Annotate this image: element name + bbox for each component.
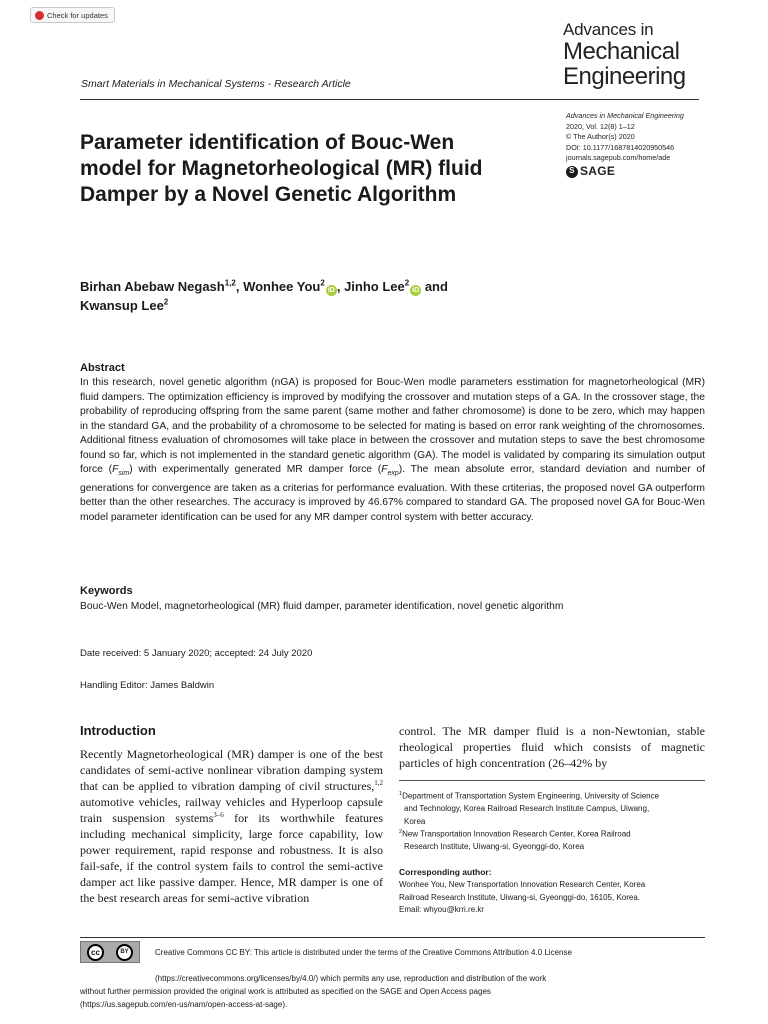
author-affiliation: 2 [320, 278, 325, 288]
intro-part: for its worthwhile features including mechanical simplicity, large force capability, low power requirement, rapid response and robustness. It is also fail-safe, if the control system fails to control the semi-active damper act like passive damper. Hence, MR damper is one of the best research areas for semi-active vibration [80, 811, 383, 905]
author-affiliation: 1,2 [224, 278, 236, 288]
introduction-column2: control. The MR damper fluid is a non-Newtonian, stable rheological properties fluid which consists of magnetic particles of high concentration (26–42% by [399, 724, 705, 770]
date-received: Date received: 5 January 2020; accepted: 24 July 2020 [80, 648, 313, 659]
check-for-updates-label: Check for updates [47, 10, 108, 20]
footnote-marker: 1 [399, 791, 403, 797]
sage-label: SAGE [580, 164, 616, 179]
orcid-icon[interactable]: iD [412, 287, 420, 294]
citation[interactable]: 3–6 [213, 811, 224, 819]
intro-part: automotive vehicles, railway vehicles and Hyperloop capsule train suspension systems [80, 795, 383, 825]
meta-copyright: © The Author(s) 2020 [566, 132, 635, 141]
license-text-top [155, 946, 715, 959]
author-conjunction: and [424, 279, 448, 294]
citation[interactable]: 1,2 [374, 779, 383, 787]
abstract-heading: Abstract [80, 362, 125, 374]
article-meta [566, 111, 716, 178]
f-sim-symbol: F [112, 464, 119, 475]
keywords-text: Bouc-Wen Model, magnetorheological (MR) fluid damper, parameter identification, novel genetic algorithm [80, 601, 564, 612]
check-for-updates-badge[interactable] [30, 7, 115, 23]
license-line: (https://us.sagepub.com/en-us/nam/open-access-at-sage). [80, 1000, 288, 1009]
by-icon: BY [116, 944, 133, 961]
article-section-label: Smart Materials in Mechanical Systems - Research Article [81, 78, 351, 90]
cc-icon: cc [87, 944, 104, 961]
introduction-heading: Introduction [80, 723, 156, 738]
keywords-heading: Keywords [80, 585, 133, 597]
license-rule [80, 937, 705, 938]
author-name: Birhan Abebaw Negash [80, 279, 225, 294]
footnote-line: Korea [404, 816, 426, 826]
header-rule [80, 99, 699, 100]
handling-editor: Handling Editor: James Baldwin [80, 680, 215, 691]
license-line: without further permission provided the original work is attributed as specified on the SAGE and Open Access pages [80, 987, 491, 996]
journal-logo [563, 20, 698, 89]
f-exp-subscript: exp [387, 470, 399, 478]
f-exp-symbol: F [381, 464, 388, 475]
footnote-1 [399, 788, 705, 828]
footnote-line: Department of Transportation System Engineering, University of Science [402, 791, 660, 801]
footnote-line: Research Institute, Uiwang-si, Gyeonggi-do, Korea [404, 842, 585, 852]
introduction-text [80, 746, 383, 906]
author-list: Birhan Abebaw Negash$^{1,2}$, Wonhee You$^2$iD , Jinho Lee$^2$iD and Kwansup Lee$^2$ [80, 278, 448, 313]
license-text-rest [80, 972, 705, 1011]
abstract-text [80, 376, 705, 525]
abstract-part: In this research, novel genetic algorithm (nGA) is proposed for Bouc-Wen modle parameters esstimation for magnetorheological (MR) fluid dampers. The optimization efficiency is improved by modifying the crossover and mutation steps of a GA. In the crossover stage, the probability of reproducing offspring from the same parent (same mother and father chromosome) is done to be zero, which may happen in the standard GA, and the probability of a chromosome to be selected for mating is based on error rank weighting of the chromosomes. Additional fitness evaluation of chromosomes will take place in between the crossover and mutation steps to save the best chromosome found so far, which is not implemented in the standard genetic algorithm (GA). The model is validated by comparing its simulation output force ( [80, 377, 705, 475]
corr-line: Railroad Research Institute, Uiwang-si, Gyeonggi-do, 16105, Korea. [399, 892, 641, 902]
footnote-2 [399, 826, 705, 854]
license-line: Creative Commons CC BY: This article is distributed under the terms of the Creative Commons Attribution 4.0 License [155, 948, 572, 957]
meta-journal-name: Advances in Mechanical Engineering [566, 111, 684, 120]
author-affiliation: 2 [163, 297, 169, 307]
meta-volume: 2020, Vol. 12(8) 1–12 [566, 121, 635, 131]
meta-url[interactable]: journals.sagepub.com/home/ade [566, 153, 671, 162]
corr-email[interactable]: Email: whyou@krri.re.kr [399, 905, 485, 914]
footnote-line: New Transportation Innovation Research Center, Korea Railroad [402, 829, 631, 839]
sage-logo [566, 166, 716, 178]
journal-logo-line3: Engineering [563, 63, 686, 90]
journal-logo-line2: Mechanical [563, 38, 680, 65]
intro-part: Recently Magnetorheological (MR) damper is one of the best candidates of semi-active nonlinear vibration damping system that can be applied to vibration damping of civil structures, [80, 747, 383, 793]
author-name: Kwansup Lee [80, 298, 164, 313]
author-name: Jinho Lee [344, 279, 405, 294]
orcid-icon[interactable]: iD [327, 287, 335, 294]
footnote-line: and Technology, Korea Railroad Research Institute Campus, Uiwang, [404, 804, 650, 814]
abstract-part: ). The mean absolute error, standard deviation and number of generations for convergence are taken as a criterias for performance evaluation. With these crtiterias, the proposed novel GA outperform better than the other researches. The accuracy is improved by 46.67% compared to standard GA. The proposed novel GA for Bouc-Wen model parameter identification can be used for any MR damper control system with better accuracy. [80, 464, 705, 523]
meta-doi[interactable]: DOI: 10.1177/1687814020950546 [566, 142, 675, 152]
f-sim-subscript: sim [118, 470, 130, 478]
corr-line: Wonhee You, New Transportation Innovation Research Center, Korea [399, 880, 646, 889]
footnote-marker: 2 [399, 829, 403, 835]
sage-icon: S [566, 166, 578, 178]
corresponding-author [399, 879, 705, 917]
author-name: Wonhee You [243, 279, 321, 294]
article-title: Parameter identification of Bouc-Wen model for Magnetorheological (MR) fluid Damper by a Novel Genetic Algorithm [80, 131, 483, 206]
footnote-rule [399, 780, 705, 781]
license-line: (https://creativecommons.org/licenses/by/4.0/) which permits any use, reproduction and distribution of the work [155, 974, 547, 983]
abstract-part: ) with experimentally generated MR damper force ( [129, 464, 382, 475]
cc-by-badge[interactable] [80, 941, 140, 963]
author-affiliation: 2 [404, 278, 410, 288]
journal-logo-line1: Advances in [563, 20, 654, 39]
crossmark-icon [35, 11, 44, 20]
corresponding-author-heading: Corresponding author: [399, 867, 492, 877]
